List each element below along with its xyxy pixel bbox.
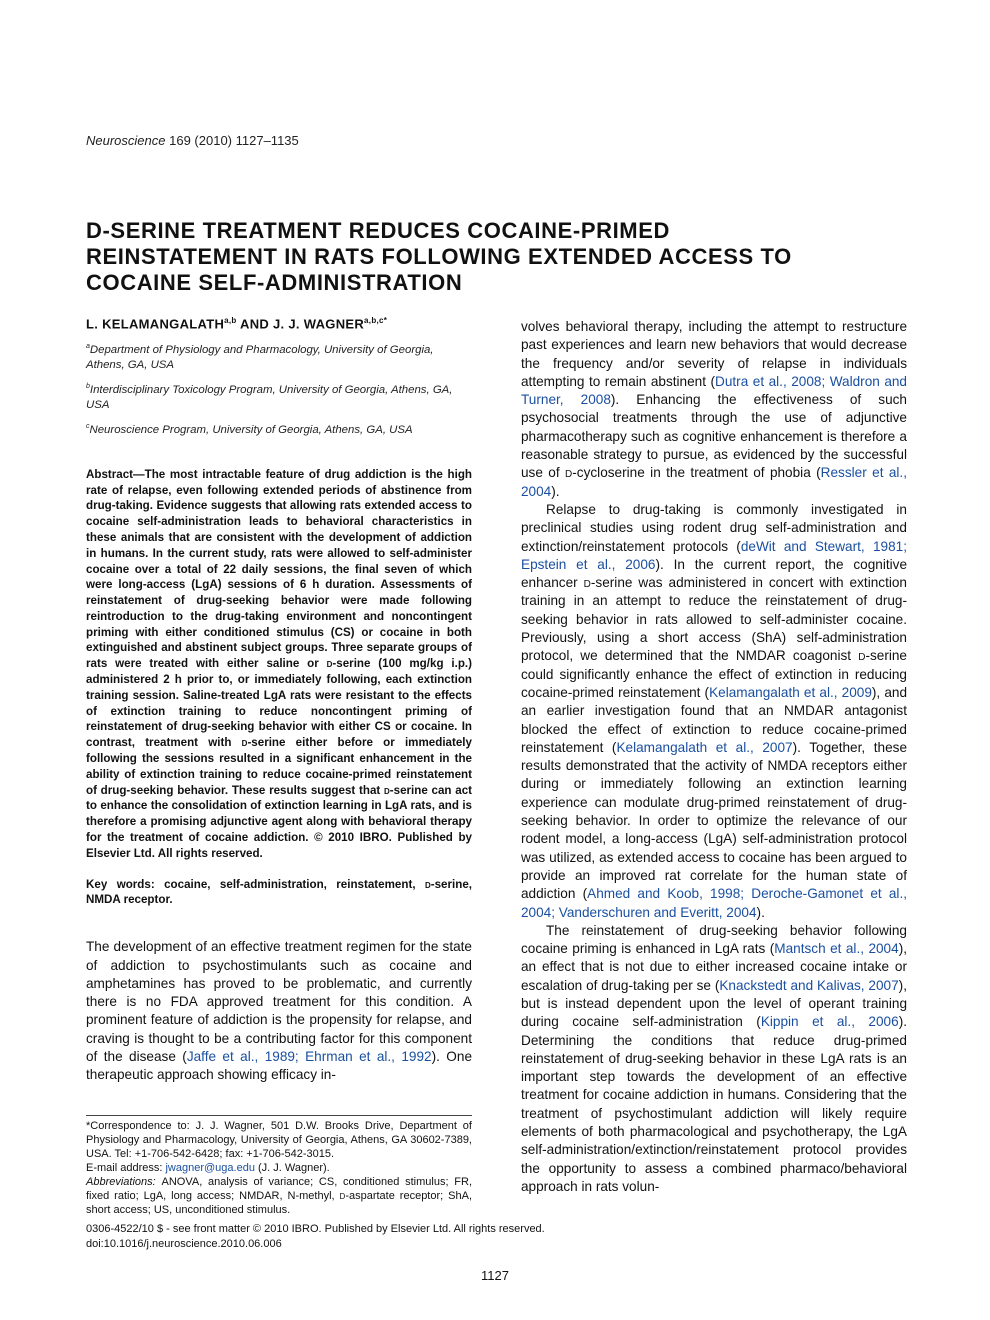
- citation-link[interactable]: Kelamangalath et al., 2007: [616, 739, 793, 755]
- abbreviations-label: Abbreviations:: [86, 1176, 162, 1188]
- small-caps-d: d: [241, 736, 248, 750]
- body-text: Relapse to drug-taking is commonly investigated in preclinical studies using rodent drug self-administration and extinction/reinstatement protocols (: [521, 501, 907, 554]
- affiliation-mark: a: [86, 343, 90, 351]
- journal-name: Neuroscience: [86, 133, 166, 148]
- keywords: [86, 877, 472, 909]
- correspondence-note: [86, 1119, 472, 1175]
- body-text: ), and an earlier investigation found that an NMDAR antagonist blocked the effect of extinction to reduce cocaine-primed reinstatement (: [521, 684, 908, 755]
- citation-link[interactable]: Dutra et al., 2008; Waldron and Turner, 2008: [521, 373, 907, 408]
- author-name: J. J. WAGNER: [273, 316, 365, 332]
- affiliation: [86, 379, 472, 413]
- body-text: The development of an effective treatment regimen for the state of addiction to psychostimulants such as cocaine and amphetamines has proved to be problematic, and currently there is no FDA approved treatment for this condition. A prominent feature of addiction is the propensity for relapse, and craving is thought to be a contributing factor for this component of the disease (: [86, 939, 472, 1065]
- email-link[interactable]: jwagner@uga.edu: [165, 1162, 255, 1174]
- body-text: -cycloserine in the treatment of phobia (: [572, 465, 821, 481]
- small-caps-d: d: [384, 783, 390, 797]
- author-list: [86, 316, 472, 331]
- body-paragraph: [521, 922, 907, 1196]
- small-caps-d: d: [339, 1190, 346, 1202]
- citation-link[interactable]: Mantsch et al., 2004: [774, 941, 899, 957]
- body-text: -serine was administered in concert with extinction training in an attempt to reduce the reinstatement of drug-seeking behavior in rats allowed to self-administer cocaine. Previously, using a short access (ShA) self-administration protocol, we determined that the NMDAR coagonist: [521, 575, 907, 664]
- author-conjunction: AND: [236, 316, 274, 332]
- body-text: ). One therapeutic approach showing efficacy in-: [86, 1049, 473, 1083]
- abbreviations-text: ANOVA, analysis of variance; CS, conditioned stimulus; FR, fixed ratio; LgA, long access; NMDAR, N-methyl,: [86, 1176, 472, 1202]
- citation-link[interactable]: Kippin et al., 2006: [760, 1014, 899, 1030]
- body-paragraph: [521, 501, 907, 922]
- citation-link[interactable]: Knackstedt and Kalivas, 2007: [719, 977, 899, 993]
- body-text: ). Determining the conditions that reduce drug-primed reinstatement of drug-seeking behavior in these LgA rats is an important step towards the development of an effective treatment for cocaine addiction in humans. Considering that the treatment of psychostimulant addiction will likely require elements of both pharmacological and psychotherapy, the LgA self-administration/extinction/reinstatement protocol provides the opportunity to assess a combined pharmaco/behavioral approach in rats volun-: [521, 1014, 907, 1194]
- small-caps-d: d: [424, 877, 431, 891]
- small-caps-d: d: [858, 648, 866, 664]
- body-paragraph: [521, 318, 907, 501]
- footnotes: [86, 1119, 472, 1217]
- abstract-text: -serine (100 mg/kg i.p.) administered 2 h prior to, or immediately following, each extinction training session. Saline-treated LgA rats were resistant to the effects of extinction training to reduce noncontingent priming of reinstatement of drug-seeking behavior with either CS or cocaine. In contrast, treatment with: [86, 657, 472, 750]
- affiliation-text: Department of Physiology and Pharmacology, University of Georgia, Athens, GA, USA: [86, 344, 434, 372]
- body-text: ).: [756, 904, 765, 920]
- left-column: [86, 316, 472, 1085]
- email-label: E-mail address:: [86, 1162, 166, 1174]
- abbreviations-note: [86, 1175, 472, 1217]
- body-text: ). Together, these results demonstrated that the activity of NMDA receptors either during or immediately following an extinction learning experience can modulate drug-primed reinstatement of drug-seeking behavior. In order to optimize the relevance of our rodent model, a long-access (LgA) self-administration protocol was utilized, as extended access to cocaine has been argued to provide an improved rat correlate for the human state of addiction (: [521, 739, 908, 902]
- journal-citation: [86, 133, 299, 148]
- keywords-text: -serine, NMDA receptor.: [86, 877, 472, 907]
- affiliation-text: Neuroscience Program, University of Georgia, Athens, GA, USA: [89, 423, 413, 436]
- body-text: ). In the current report, the cognitive enhancer: [521, 556, 908, 591]
- footnote-divider: [86, 1115, 472, 1116]
- doi-line: doi:10.1016/j.neuroscience.2010.06.006: [86, 1238, 282, 1250]
- citation-link[interactable]: Ressler et al., 2004: [521, 465, 907, 499]
- body-text: -serine could significantly enhance the effect of extinction in reducing cocaine-primed reinstatement (: [521, 648, 907, 700]
- author-affil-mark: a,b: [224, 316, 237, 325]
- citation-link[interactable]: Jaffe et al., 1989; Ehrman et al., 1992: [186, 1049, 432, 1065]
- citation-link[interactable]: Ahmed and Koob, 1998; Deroche-Gamonet et al., 2004; Vanderschuren and Everitt, 2004: [521, 886, 908, 920]
- abstract-text: -serine either before or immediately following the sessions resulted in a significant enhancement in the ability of extinction training to reduce cocaine-primed reinstatement of drug-seeking behavior. These results suggest that: [86, 736, 472, 797]
- introduction-paragraph: [86, 938, 472, 1084]
- abbreviations-text: -aspartate receptor; ShA, short access; US, unconditioned stimulus.: [86, 1190, 473, 1216]
- abstract-text: Abstract—The most intractable feature of drug addiction is the high rate of relapse, even following extended periods of abstinence from drug-taking. Evidence suggests that allowing rats extended access to cocaine self-administration leads to behavioral characteristics in these animals that are consistent with the development of addiction in humans. In the current study, rats were allowed to self-administer cocaine over a total of 22 daily sessions, the final seven of which were long-access (LgA) sessions of 6 h duration. Assessments of reinstatement of drug-seeking behavior were made following reintroduction to the drug-taking environment and noncontingent priming with either conditioned stimulus (CS) or cocaine in both extinguished and abstinent subject groups. Three separate groups of rats were treated with either saline or: [86, 467, 472, 671]
- right-column: [521, 318, 907, 1196]
- body-text: ).: [551, 483, 560, 499]
- small-caps-d: d: [565, 465, 573, 481]
- body-text: volves behavioral therapy, including the attempt to restructure past experiences and learn new behaviors that would decrease the frequency and/or severity of relapse in individuals attempting to remain abstinent (: [521, 319, 907, 389]
- affiliation-mark: c: [86, 422, 90, 430]
- article-title: D-SERINE TREATMENT REDUCES COCAINE-PRIMED REINSTATEMENT IN RATS FOLLOWING EXTENDED ACCESS TO COCAINE SELF-ADMINISTRATION: [86, 218, 792, 295]
- keywords-text: Key words: cocaine, self-administration, reinstatement,: [86, 877, 425, 891]
- affiliation: [86, 419, 472, 438]
- small-caps-d: d: [583, 575, 591, 591]
- citation-link[interactable]: Kelamangalath et al., 2009: [709, 684, 872, 700]
- affiliation-text: Interdisciplinary Toxicology Program, University of Georgia, Athens, GA, USA: [86, 383, 453, 411]
- affiliation-mark: b: [86, 383, 90, 391]
- body-text: ). Enhancing the effectiveness of such psychosocial treatments through the use of adjunctive pharmacotherapy such as cognitive enhancement is therefore a reasonable strategy to pursue, as evidenced by the successful use of: [521, 392, 907, 481]
- copyright-line: 0306-4522/10 $ - see front matter © 2010 IBRO. Published by Elsevier Ltd. All rights reserved.: [86, 1223, 545, 1235]
- front-matter: [86, 1222, 906, 1252]
- small-caps-d: d: [326, 657, 333, 671]
- author-name: L. KELAMANGALATH: [86, 316, 225, 332]
- correspondence-text: *Correspondence to: J. J. Wagner, 501 D.W. Brooks Drive, Department of Physiology and Pharmacology, University of Georgia, Athens, GA 30602-7389, USA. Tel: +1-706-542-6428; fax: +1-706-542-3015.: [86, 1120, 472, 1160]
- affiliation: [86, 339, 472, 373]
- page-number: 1127: [481, 1268, 509, 1283]
- journal-volume-pages: 169 (2010) 1127–1135: [169, 133, 299, 148]
- abstract: [86, 467, 472, 862]
- body-text: The reinstatement of drug-seeking behavior following cocaine priming is enhanced in LgA rats (: [521, 922, 907, 957]
- abstract-text: -serine can act to enhance the consolidation of extinction learning in LgA rats, and is therefore a promising adjunctive agent along with behavioral therapy for the treatment of cocaine addiction. © 2010 IBRO. Published by Elsevier Ltd. All rights reserved.: [86, 783, 472, 860]
- body-text: ), an effect that is not due to either increased cocaine intake or escalation of drug-taking per se (: [521, 941, 907, 993]
- body-text: ), but is instead dependent upon the level of operant training during cocaine self-administration (: [521, 977, 907, 1030]
- author-affil-mark: a,b,c*: [364, 316, 388, 325]
- email-tail: (J. J. Wagner).: [254, 1162, 330, 1174]
- citation-link[interactable]: deWit and Stewart, 1981; Epstein et al., 2006: [521, 538, 907, 572]
